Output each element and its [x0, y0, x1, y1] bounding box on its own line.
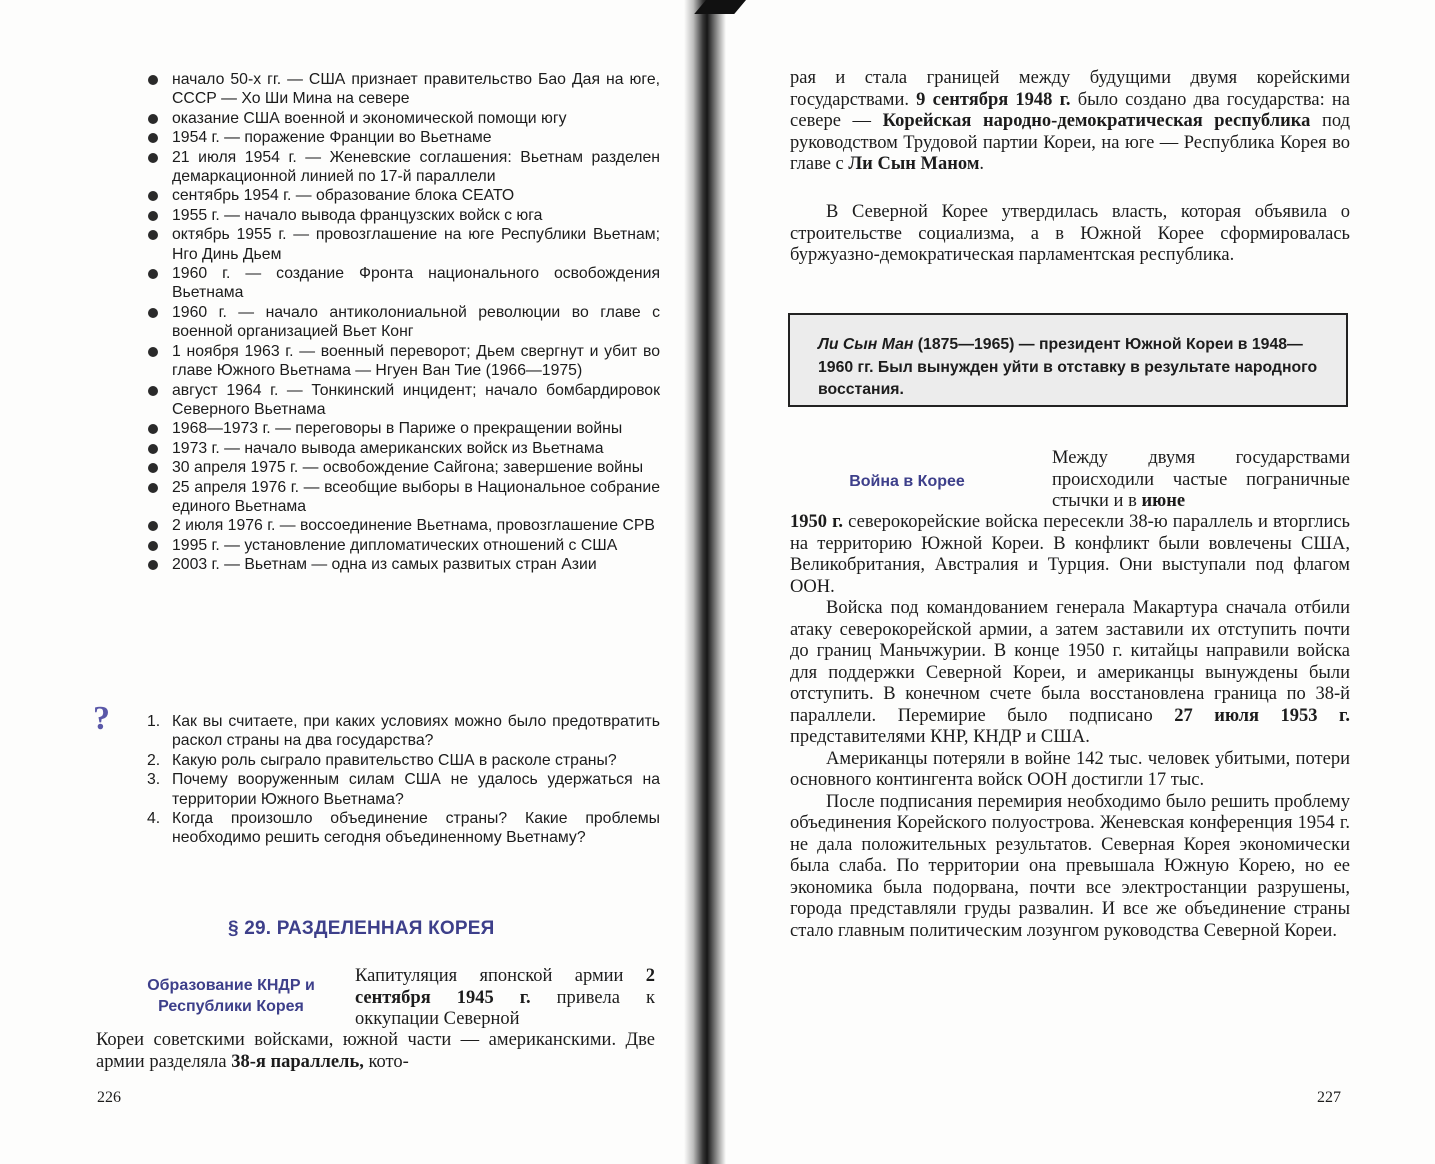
chronology-text: оказание США военной и экономической помощи югу	[172, 109, 567, 127]
page-number-right: 227	[1317, 1089, 1341, 1106]
text-run: привела к оккупации Северной	[355, 987, 655, 1029]
chronology-text: 1955 г. — начало вывода французских войск с юга	[172, 206, 543, 224]
chronology-item	[145, 439, 660, 458]
bullet-icon	[148, 541, 158, 551]
chronology-item	[145, 536, 660, 555]
biography-box	[788, 313, 1348, 407]
bio-name: Ли Сын Ман	[818, 336, 914, 353]
question-number: 2.	[147, 751, 161, 769]
text-run: под руководством Трудовой партии Кореи, на юге — Республика Корея во главе с	[790, 111, 1351, 174]
chronology-text: 2 июля 1976 г. — воссоединение Вьетнама, провозглашение СРВ	[172, 517, 655, 535]
text-run: Войска под командованием генерала Макартура сначала отбили атаку северокорейской армии, а затем заставили их отступить почти до границ Маньчжурии. В конце 1950 г. китайцы направили войска для поддержки Северной Кореи, и американцы вынуждены были отступить. В конечном счете была восстановлена граница по 38-й параллели. Перемирие было подписано	[790, 598, 1350, 726]
chronology-text: 1954 г. — поражение Франции во Вьетнаме	[172, 129, 492, 147]
text-run: рая и стала границей между будущими двумя корейскими государствами.	[790, 68, 1350, 110]
chronology-text: 2003 г. — Вьетнам — одна из самых развитых стран Азии	[172, 556, 597, 574]
bullet-icon	[148, 269, 158, 279]
bullet-icon	[148, 424, 158, 434]
question-text: Когда произошло объединение страны? Какие проблемы необходимо решить сегодня объединенному Вьетнаму?	[172, 810, 660, 847]
paragraph-war-start	[1052, 448, 1350, 513]
page-number-left: 226	[97, 1089, 121, 1106]
chronology-item	[145, 109, 660, 128]
question-text: Почему вооруженным силам США не удалось удержаться на территории Южного Вьетнама?	[172, 771, 660, 808]
chronology-text: сентябрь 1954 г. — образование блока СЕАТО	[172, 187, 515, 205]
bullet-icon	[148, 560, 158, 570]
section-title: § 29. РАЗДЕЛЕННАЯ КОРЕЯ	[228, 918, 495, 939]
chronology-text: август 1964 г. — Тонкинский инцидент; начало бомбардировок Северного Вьетнама	[172, 381, 660, 418]
bullet-icon	[148, 211, 158, 221]
bullet-icon	[148, 114, 158, 124]
question-number: 1.	[147, 713, 161, 730]
date-highlight: июне	[1141, 491, 1186, 511]
bullet-icon	[148, 230, 158, 240]
paragraph-war-invasion	[790, 512, 1350, 598]
chronology-text: 1973 г. — начало вывода американских войск из Вьетнама	[172, 439, 604, 457]
paragraph-capitulation-cont	[96, 1030, 655, 1073]
chronology-text: 1995 г. — установление дипломатических отношений с США	[172, 536, 618, 554]
text-run: Между двумя государствами происходили частые пограничные стычки и в	[1052, 448, 1350, 511]
question-item	[145, 751, 660, 770]
paragraph-unification-problem: После подписания перемирия необходимо было решить проблему объединения Корейского полуострова. Женевская конференция 1954 г. не дала положительных результатов. Северная Корея экономически была слаба. По территории она превышала Южную Корею, но ее экономика была подорвана, почти все электростанции разрушены, города представляли груды развалин. И все же объединение страны стало главным политическим лозунгом руководства Северной Кореи.	[790, 791, 1350, 941]
chronology-text: 21 июля 1954 г. — Женевские соглашения: Вьетнам разделен демаркационной линией по 17-й параллели	[172, 148, 660, 186]
paragraph-war-losses: Американцы потеряли в войне 142 тыс. человек убитыми, потери основного контингента войск ООН достигли 17 тыс.	[790, 748, 1350, 790]
question-item	[145, 770, 660, 809]
text-run: .	[979, 154, 985, 174]
chronology-text: 1960 г. — создание Фронта национального освобождения Вьетнама	[172, 265, 660, 302]
chronology-item	[145, 516, 660, 535]
paragraph-capitulation-start	[355, 966, 655, 1031]
text-run: кото-	[363, 1051, 409, 1072]
term-highlight: 38-я параллель,	[231, 1051, 364, 1072]
page-226	[0, 0, 690, 1164]
chronology-item	[145, 206, 660, 225]
chronology-item	[145, 186, 660, 205]
chronology-text: 1 ноября 1963 г. — военный переворот; Дьем свергнут и убит во главе Южного Вьетнама — Нгуен Ван Тие (1966—1975)	[172, 342, 660, 380]
chronology-item	[145, 478, 660, 517]
bullet-icon	[148, 521, 158, 531]
term-highlight: Корейская народно-демократическая республика	[882, 111, 1311, 131]
bullet-icon	[148, 75, 158, 85]
chronology-text: октябрь 1955 г. — провозглашение на юге Республики Вьетнам; Нго Динь Дьем	[172, 226, 660, 263]
chronology-text: начало 50-х гг. — США признает правительство Бао Дая на юге, СССР — Хо Ши Мина на севере	[172, 71, 660, 108]
text-run: было создано два государства: на севере —	[790, 89, 1350, 131]
question-text: Как вы считаете, при каких условиях можно было предотвратить раскол страны на два государства?	[172, 713, 660, 750]
page-227	[722, 0, 1435, 1164]
side-heading-korean-war: Война в Корее	[849, 473, 965, 490]
bullet-icon	[148, 483, 158, 493]
chronology-item	[145, 419, 660, 438]
date-highlight: 27 июля 1953 г.	[1174, 705, 1350, 726]
text-run: Кореи советскими войсками, южной части — американскими. Две армии разделяла	[96, 1030, 655, 1072]
paragraph-two-states	[790, 68, 1350, 176]
chronology-text: 25 апреля 1976 г. — всеобщие выборы в Национальное собрание единого Вьетнама	[172, 478, 660, 515]
date-highlight: 9 сентября 1948 г.	[916, 89, 1071, 110]
question-number: 4.	[147, 810, 161, 828]
text-run: Капитуляция японской армии	[355, 966, 646, 986]
date-highlight: 2 сентября 1945 г.	[355, 966, 655, 1008]
question-item	[145, 712, 660, 751]
bio-text: (1875—1965) — президент Южной Кореи в 1948—1960 гг. Был вынужден уйти в отставку в результате народного восстания.	[818, 336, 1318, 398]
bullet-icon	[148, 308, 158, 318]
paragraph-regimes: В Северной Корее утвердилась власть, которая объявила о строительстве социализма, а в Южной Корее сформировалась буржуазно-демократическая парламентская республика.	[790, 202, 1350, 265]
bullet-icon	[148, 347, 158, 357]
review-questions	[145, 712, 660, 848]
paragraph-war-macarthur	[790, 598, 1350, 749]
bullet-icon	[148, 153, 158, 163]
chronology-text: 1968—1973 г. — переговоры в Париже о прекращении войны	[172, 420, 623, 438]
bullet-icon	[148, 191, 158, 201]
side-heading-kndr: Образование КНДР и Республики Корея	[147, 977, 315, 1015]
bullet-icon	[148, 386, 158, 396]
chronology-item	[145, 342, 660, 381]
text-run: северокорейские войска пересекли 38-ю параллель и вторглись на территорию Южной Кореи. В конфликт были вовлечены США, Великобритания, Австралия и Турция. Они выступали под флагом ООН.	[790, 512, 1350, 597]
chronology-item	[145, 555, 660, 574]
chronology-text: 1960 г. — начало антиколониальной революции во главе с военной организацией Вьет Конг	[172, 303, 660, 341]
bullet-icon	[148, 133, 158, 143]
chronology-item	[145, 148, 660, 187]
chronology-item	[145, 303, 660, 342]
bullet-icon	[148, 444, 158, 454]
chronology-item	[145, 70, 660, 109]
chronology-list	[145, 70, 660, 575]
chronology-item	[145, 128, 660, 147]
chronology-text: 30 апреля 1975 г. — освобождение Сайгона; завершение войны	[172, 459, 644, 477]
chronology-item	[145, 381, 660, 420]
name-highlight: Ли Сын Маном	[848, 154, 980, 174]
chronology-item	[145, 264, 660, 303]
war-body	[790, 512, 1350, 942]
date-highlight: 1950 г.	[790, 512, 844, 532]
chronology-item	[145, 458, 660, 477]
question-item	[145, 809, 660, 848]
chronology-item	[145, 225, 660, 264]
question-mark-icon: ?	[93, 700, 110, 737]
question-text: Какую роль сыграло правительство США в расколе страны?	[172, 751, 617, 769]
book-spine-shadow	[684, 0, 726, 1164]
question-number: 3.	[147, 771, 161, 789]
bullet-icon	[148, 463, 158, 473]
text-run: представителями КНР, КНДР и США.	[790, 727, 1090, 747]
